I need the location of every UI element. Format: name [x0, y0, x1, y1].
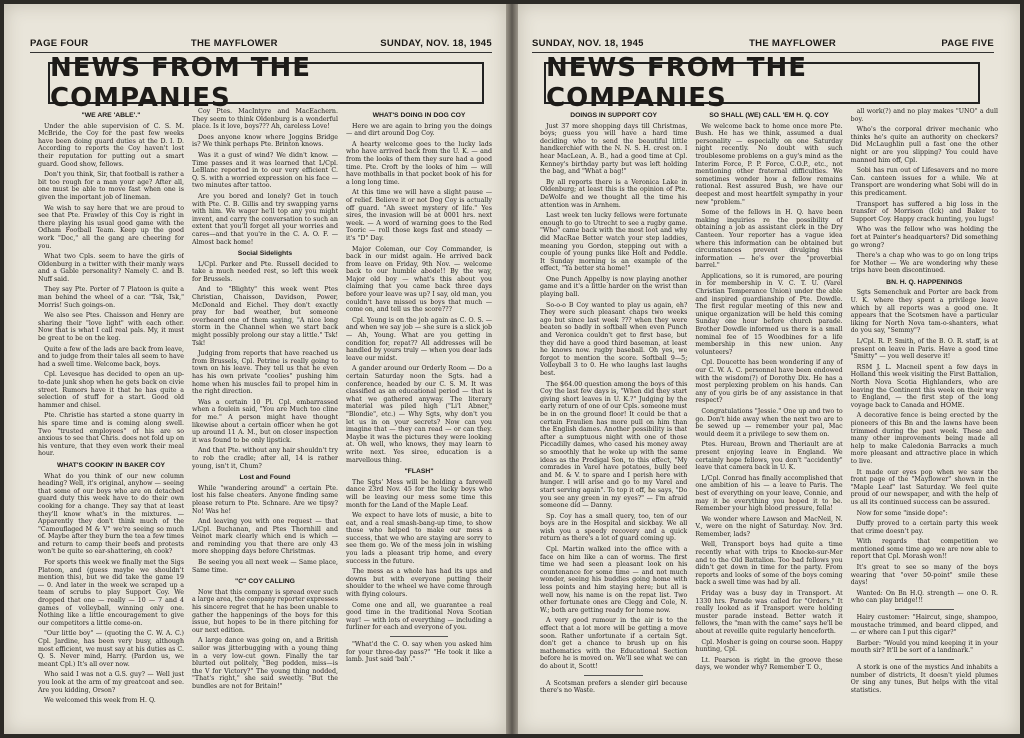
- column-1: [38, 108, 184, 720]
- paragraph: Does anyone know where Joggins Bridge is? We think perhaps Pte. Brinton knows.: [192, 133, 338, 149]
- paragraph: A Scotsman prefers a slender girl because there's no Waste.: [540, 679, 688, 695]
- divider: [895, 609, 954, 610]
- newspaper-spread: [4, 4, 1020, 734]
- paragraph: Coy Ptes. MacIntyre and MacEachern. They seem to think Oldenburg is a wonderful place. Is it love, boys??? Ah, careless Love!: [192, 108, 338, 131]
- paragraph: Cpl. Martin walked into the office with a face on him like a can of worms. The first time we had seen a pleasant look on his countenance for some time — and not much wonder, seeing his buddies going home with less points and him staying here; but all is well now, his name is on the repat list. Two other fortunate ones are Clegg and Cole, N. W.; both are getting ready for home now.: [540, 546, 688, 614]
- paragraph: Congratulations "Jessie." One up and two to go. Don't hide away when the next two are to be sewed up — remember your pal, Mac would deem it a privilege to sew them on.: [695, 407, 843, 438]
- paragraph: Pte. Christie has started a stone quarry in his spare time and is coming along swell. Two "trusted employees" of his are so anxious to see that Chris. does not fold up on his venture, that they even work their meal hour.: [38, 412, 184, 458]
- paragraph: Was a certain 10 Pl. Cpl. embarrassed when a foulein said, "You are Much too cline for me." A person might have thought likewise about a certain officer when he got up around 11 A. M., but on closer inspection it was found to be only lipstick.: [192, 398, 338, 444]
- headline: DOINGS IN SUPPORT COY: [570, 112, 658, 119]
- paragraph: Judging from reports that have reached us from Brussels, Cpl. Petrine is really going to town on his leave. They tell us that he even has his own private "coolies" pushing him home when his muscles fail to propel him in the right direction.: [192, 350, 338, 396]
- paragraph: L/Cpl. Parker and Pte. Russell decided to take a much needed rest, so left this week for Brussels.: [192, 260, 338, 283]
- paragraph: L/Cpl. R. P. Smith, of the B. O. R. staff, is at present on leave in Paris. Have a good time "Smitty" — you well deserve it!: [850, 338, 998, 361]
- headline: "C" COY CALLING: [235, 578, 295, 586]
- paragraph: Quite a few of the lads are back from leave, and to judge from their tales all seem to have had a swell time. Welcome back, boys.: [38, 345, 184, 368]
- paragraph: They say Pte. Porter of 7 Platoon is quite a man behind the wheel of a car. "Tsk, Tsk," Morris! Such goings-on.: [38, 286, 184, 309]
- paragraph: It's great to see so many of the boys wearing that "over 50-point" smile these days!: [850, 564, 998, 587]
- paragraph: A decorative fence is being erected by the pioneers of this Bn and the lawns have been trimmed during the past week. These and many other improvements being made all help to make Caledonia Barracks a much more pleasant and attractive place in which to live.: [850, 412, 998, 465]
- page-five: [518, 4, 1020, 734]
- paragraph: Who's the corporal driver mechanic who thinks he's quite an authority on checkers? Did McLaughlin pull a fast one the other night or are you slipping? You could have manned him off, Cpl.: [850, 126, 998, 164]
- paragraph: Cpl. Doucette has been wondering if any of our C. W. A. C. personnel have been endowed with the wisdom(?) of Dorothy Dix. He has a most perplexing problem on his hands. Can any of you girls be of any assistance in that respect?: [695, 359, 843, 405]
- headline: BN. H. Q. HAPPENINGS: [886, 278, 963, 286]
- section-banner: NEWS FROM THE COMPANIES: [48, 62, 484, 104]
- paragraph: Now for some "inside dope":: [856, 509, 948, 517]
- paragraph: What do you think of our new column heading? Well, it's original, anyhow — seeing that some of our boys who are on detached guard duty this week have to do their own cooking for a change. They say that at least they'll know what's in the mixtures. — Apparently they don't think much of the "Camouflaged M & V" we're seeing so much of. Maybe after they burn the tea a few times and return to camp their beefs and protests won't be quite so ear-shattering, eh cook?: [38, 472, 184, 556]
- paragraph: We expect to have lots of music, a bite to eat, and a real smash-bang-up time, to show those who helped to make our mess a success, that we who are staying are sorry to see them go. We of the mess join in wishing you lads a pleasant trip home, and every success in the future.: [346, 512, 492, 565]
- paragraph: Hairy customer: "Haircut, singe, shampoo, moustache trimmed, and beard clipped, and — er where can I put this cigar?": [850, 614, 998, 637]
- section-banner: NEWS FROM THE COMPANIES: [544, 62, 980, 104]
- paragraph: RSM J. L. Macneil spent a few days in Holland this week visiting the First Battalion, North Nova Scotia Highlanders, who are leaving the Continent this week on their way to England, — the first step of the long voyage back to Canada and HOME.: [850, 363, 998, 409]
- paragraph: all work(?) and no play makes "UNO" a dull boy.: [850, 108, 998, 123]
- subheading: Lost and Found: [239, 474, 291, 482]
- paragraph: The Sgts' Mess will be holding a farewell dance 23rd Nov. 45 for the lucky boys who will be leaving our mess some time this month for the Land of the Maple Leaf.: [346, 478, 492, 509]
- paragraph: "What'd the C. O. say when you asked him for your three-day pass?" "He took it like a lamb. Just said 'bah'.": [346, 641, 492, 664]
- paragraph: We wonder where Lawson and MacNeil, N. V., were on the night of Saturday. Nov. 3rd. Remember, lads?: [695, 515, 843, 538]
- article-columns: [540, 108, 998, 720]
- paragraph: A gander around our Orderly Room — Do a certain Saturday noon the Sgts. had a conference, headed by our C. S. M. It was classified as an educational period — that is what we gathered anyway. The literary material was piled high ("Li'l Abner," "Blondie", etc.) — Why Sgts, why don't you let us in on your secrets? Now can you imagine that — they can read — or can they. Maybe it was the pictures they were looking at. Oh well, who knows, they may learn to write next. Yes siree, education is a marvellous thing.: [346, 365, 492, 464]
- paragraph: The mess as a whole has had its ups and downs but with everyone putting their shoulder to the wheel we have come through with flying colours.: [346, 568, 492, 599]
- column-2: [695, 108, 842, 720]
- paragraph: Barber: "Would you mind keeping it in your mouth sir? It'll be sort of a landmark.": [850, 639, 998, 655]
- paragraph: We wish to say here that we are proud to see that Pte. Frawley of this Coy is right in there playing his usual good game with the Odham Football Team. Keep up the good work "Doc," all the gang are cheering for you.: [38, 204, 184, 250]
- paragraph: And that Pte. without any hair shouldn't try to rob the cradle; after all, 14 is rather young, isn't it, Chum?: [192, 447, 338, 470]
- paragraph: And to "Blighty" this week went Ptes Christian, Chaisson, Davidson, Power, McDonald and Eichel. They don't exactly pray for bad weather, but someone overheard one of them saying, "A nice long storm in the Channel when we start back might possibly prolong our stay a little." Tsk! Tsk!: [192, 286, 338, 347]
- paragraph: Applications, so it is rumored, are pouring in for membership in V. C. T. U. (Varel Christian Temperance Union) under the able and inspired guardianship of Pte. Dowdle. The first regular meeting of this new and unique organization will be held this coming Sunday one hour before church parade. Brother Dowdle informed us there is a small nominal fee of 15 Woodbines for a life membership in this new union. Any volunteers?: [695, 272, 843, 356]
- paragraph: There's a chap who was to go on long trips for Mother — We are wondering why these trips have been discontinued.: [850, 252, 998, 275]
- paragraph: Transport has suffered a big loss in the transfer of Morrison (Ick) and Baker to Support Coy. Happy crack hunting, you lugs!: [850, 200, 998, 223]
- article-columns: [38, 108, 492, 720]
- headline: SO SHALL (WE) CALL 'EM H. Q. COY: [709, 112, 829, 119]
- paragraph: Under the able supervision of C. S. M. McBride, the Coy for the past few weeks have been doing guard duties at the D. I. D. According to reports the Coy haven't lost their reputation for putting out a smart guard. Good show, fellows.: [38, 122, 184, 168]
- subheading: Social Sidelights: [237, 250, 293, 258]
- paragraph: The $64.00 question among the boys of this Coy the last few days is, "When did they start giving short leaves in U. K.?" Judging by the early return of one of our Cpls. someone must be in on the ground floor! It could be that a certain Fraulien has more pull on him than the English dames. Another possibility is that after a sumptuous night with one of those Piccadilly dames, who cased his money away so smoothly that he woke up with the same ideas as the Prodigal Son, to this effect, "My comrades in Varel have potatoes, bully beef and M. & V. to spare and I perish here with hunger. I will arise and go to my Varel and start serving again". To top it off, he says, "Do you see any green in my eyes?" — I'm afraid someone did — Danny.: [540, 380, 688, 510]
- paragraph: By all reports there is a Veronica Lake in Oldenburg; at least this is the opinion of Pte. DeWolfe and we thought all the time his attention was in Arnhem.: [540, 178, 688, 209]
- paragraph: A very good rumour in the air is to the effect that a lot more will be getting a move soon. Rather unfortunate if a certain Sgt. don't get a chance to brush up on his mathematics with the Educational Section before he is moved on. We'll see what we can do about it, Scott!: [540, 617, 688, 670]
- paragraph: And leaving you with one request — that L/Cpl. Buchanan, and Ptes Thornhill and Veinot mark clearly which end is which — and reminding you that there are only 43 more shopping days before Christmas.: [192, 518, 338, 556]
- paragraph: Duffy proved to a certain party this week that crime doesn't pay.: [850, 520, 998, 535]
- paragraph: We also see Ptes. Chaisson and Henry are sharing their "love light" with each other. Now that is what I call real pals. My, it must be great to be on the keg.: [38, 312, 184, 343]
- paragraph: While "wandering around" a certain Pte. lost his false cheaters. Anyone finding same please return to Pte. Schnare. Are we tipsy? No! Was he!: [192, 484, 338, 515]
- paragraph: Cpl. Young is on the job again as C. O. S. — and when we say job — she sure is a slick job — Ah, Young. What are you getting in condition for, repat?? All addresses will be handled by yours truly — when you dear lads leave our midst.: [346, 316, 492, 362]
- paragraph: Major Coleman, our Coy Commander, is back in our midst again. He arrived back from leave on Friday, 9th Nov. — welcome back to our humble abode!! By the way, Major old boy — what's this about you claiming that you came back three days before your leave was up? I say, old man, you couldn't have missed us boys that much — come on, and tell us the score???: [346, 245, 492, 314]
- running-header: [532, 38, 994, 49]
- paragraph: Last week ten lucky fellows were fortunate enough to go to Utrecht to see a rugby game. "Who" came back with the most loot and why did MacRae Better watch your step laddies, meaning you Gordon, stepping out with a couple of young punks like Holt and Peddle. It Sunday morning is an example of the effect, "Ya better sta home!": [540, 212, 688, 273]
- paragraph: So-o-o B Coy wanted to play us again, eh? They were such pleasant chaps two weeks ago but since last week ??? when they were beaten so badly in softball when even Punch and Veronica couldn't get to first base, but they did have a good third baseman, at least he knows now. rugby baseball. Oh yes, we forgot to mention the score. Softball 9—5; Volleyball 3 to 0. He who laughs last laughs best.: [540, 301, 688, 377]
- paragraph: Well, Transport boys had quite a time recently what with trips to Knocke-sur-Mer and to the Old Battalion. Too bad fellows you didn't get down in time for the party. From reports and looks of some of the boys coming back a swell time was had by all.: [695, 541, 843, 587]
- page-four: [4, 4, 506, 734]
- paragraph: Sobi has run out of Lifesavers and no more Can. canteen issues for a while. We at Transport are wondering what Sobi will do in this predicament.: [850, 167, 998, 197]
- paragraph: Are you bored and lonely? Get in touch with Pte. C. B. Gillis and try swapping yarns with him. We wager he'll top any you might invent, and carry the conversation to such an extent that you'll forget all your worries and cares—and that you're in the C. A. O. F. — Almost back home!: [192, 192, 338, 246]
- column-1: [540, 108, 687, 720]
- headline: WHAT'S COOKIN' IN BAKER COY: [56, 461, 166, 469]
- paragraph: At this time we will have a slight pause — of relief. Believe it or not Dog Coy is actually off guard. "Ah sweet mystery of life." Yes sires, the invasion will be at 0001 hrs. next week. — A word of warning goes to the Red Tooric — roll those kegs fast and steady — it's "D" Day.: [346, 189, 492, 242]
- headline: "WE ARE 'ABLE'.": [81, 112, 141, 119]
- headline: "FLASH": [404, 468, 434, 476]
- paragraph: It made our eyes pop when we saw the front page of the "Mayflower" shown in the "Maple Leaf" last Saturday. We feel quite proud of our newspaper, and with the help of us all its continued success can be assured.: [850, 468, 998, 506]
- issue-date: SUNDAY, NOV. 18, 1945: [380, 38, 492, 49]
- paragraph: Who was the fellow who was holding the fort at Painter's headquarters? Did something go wrong?: [850, 226, 998, 249]
- folio: PAGE FIVE: [941, 38, 994, 49]
- masthead: THE MAYFLOWER: [190, 38, 278, 49]
- paragraph: L/Cpl. Conrad has finally accomplished that one ambition of his — a leave to Paris. The best of everything on your leave, Connie, and may it be everything you hoped it to be. Remember your high blood pressure, fella!: [695, 474, 843, 513]
- paragraph: Now that this company is spread over such a large area, the company reporter expresses his sincere regret that he has been unable to gather the happenings of the boys for this issue, but hopes to be in there pitching for our next edition.: [192, 588, 338, 634]
- running-header: [30, 38, 492, 49]
- paragraph: What two Cpls. seem to have the girls of Oldenburg in a twitter with their manly ways and a Gable personality? Namely C. and B. Nuff said.: [38, 253, 184, 283]
- paragraph: Lt. Pearson is right in the groove these days, we wonder why? Remember T. O.,: [695, 656, 843, 672]
- paragraph: Ptes. Hureau, Brown and Theriault are at present enjoying leave in England. We certainly hope fellows, you don't "accidently" leave that camera back in U. K.: [695, 441, 843, 472]
- paragraph: With regards that competition we mentioned some time ago we are now able to report that Cpl. Morash won!!: [850, 538, 998, 561]
- paragraph: Come one and all, we guarantee a real good time in the traditional Nova Scotian way! — with lots of everything — including a furliner for each and everyone of you.: [346, 601, 492, 632]
- paragraph: Just 37 more shopping days till Christmas, boys; guess you will have a hard time deciding who to send the beautiful little handkerchief with the N. N. S. H. crest on. I hear MacLean, A. B., had a good time at Cpl. Kenney's birthday party but was left holding the bag, and "What a bag!": [540, 122, 688, 176]
- paragraph: Be seeing you all next week — Same place, Same time.: [192, 559, 338, 574]
- paragraph: We welcomed this week from H. Q.: [44, 697, 156, 705]
- paragraph: For sports this week we finally met the Sigs Platoon, and (guess maybe we shouldn't mention this), but we did take the game 19 — 0. And later in the week we scraped up a team of scrubs to play Support Coy. We dropped that one — really — 10 — 7 and 4 games of volleyball, winning only one. Nothing like a little encouragement to give our competitors a little come-on.: [38, 559, 184, 627]
- column-3: [346, 108, 492, 720]
- paragraph: A hearty welcome goes to the lucky lads who have arrived back from the U. K. — and from the looks of them they sure had a good time. Pte. Croft by the looks of him — will have mothballs in that pocket book of his for a long long time.: [346, 140, 492, 186]
- paragraph: Sp. Coy has a small query, too, ten of our boys are in the Hospital and sickbay. We all wish you a speedy recovery and a quick return as there's a lot of guard coming up.: [540, 512, 688, 543]
- paragraph: Cpl. Levesque has decided to open an up-to-date junk shop when he gets back on civie street. Rumors have it that he has quite a selection of stuff for a start. Good old hammer and chisel.: [38, 371, 184, 409]
- paragraph: Who said I was not a G.S. guy? — Well just you look at the arm of my greatcoat and see. Are you kidding, Orson?: [38, 671, 184, 694]
- poem: A stork is one of the mystics And inhabits a number of districts, It doesn't yield plumes Or sing any tunes, But helps with the vital statistics.: [850, 664, 998, 694]
- paragraph: Sgts Semenchuk and Porter are back from U. K. where they spent a privilege leave which by all reports was a good one. It appears that the Scotsmen have a particular liking for North Nova tam-o-shanters, what do you say, "Semmy"?: [850, 289, 998, 335]
- paragraph: Here we are again to bring you the doings — and dirt around Dog Coy.: [346, 122, 492, 138]
- headline: WHAT'S DOING IN DOG COY: [372, 112, 466, 119]
- column-2: [192, 108, 338, 720]
- divider: [584, 675, 643, 676]
- paragraph: Was it a gust of wind? We didn't know. — Time passes and it was learned that L/Cpl. LeBlanc reported in to our very efficient C. Q. S. with a worried expression on his face — two minutes after tattoo.: [192, 151, 338, 190]
- issue-date: SUNDAY, NOV. 18, 1945: [532, 38, 644, 49]
- masthead: THE MAYFLOWER: [749, 38, 836, 49]
- paragraph: Some of the fellows in H. Q. have been making inquiries re the possibility of obtaining a job as assistant clerk in the Dry Canteen. Your reporter has a vague idea where this information can be obtained but circumstances prevent divulging this information — he's over the "proverbial barrel.": [695, 209, 843, 270]
- column-3: [851, 108, 998, 720]
- divider: [390, 636, 448, 637]
- paragraph: A large dance was going on, and a British sailor was jitterbugging with a young thing in a very low-cut gown. Finally the tar blurted out politely, "Beg podden, miss—is the V for Victory?" The young thing nodded, "That's right," she said sweetly. "But the bundles are not for Britain!": [192, 637, 338, 690]
- paragraph: Wanted: On Bn H.Q. strength — one O. R. who can play bridge!!!: [850, 589, 998, 605]
- paragraph: Friday was a busy day in Transport. At 1330 hrs. Parade was called for "Orders." It really looked as if Transport were holding muster parade instead. Better watch it fellows, the "man with the came" says he'll be about at reveille quite regularly henceforth.: [695, 590, 843, 635]
- paragraph: We welcome back to home once more Pte. Bush. He has we think, assumed a dual personality — especially on one Saturday night recently. No doubt with such troublesome problems on a guy's mind as the Interim Force, P. P. Force, C.O.P., etc., not mentioning other fraternal difficulties. We sometimes wonder how a fellow remains rational. Rest assured Bush, we have our deepest and most heartfelt sympathy in your new "problem.": [695, 122, 843, 206]
- divider: [895, 659, 954, 660]
- folio: PAGE FOUR: [30, 38, 89, 49]
- paragraph: One Punch Appelby is now playing another game and it's a little harder on the wrist than playing ball.: [540, 275, 688, 299]
- paragraph: Cpl. Mosher is going on course soon. Happy hunting, Cpl.: [695, 638, 843, 654]
- paragraph: "Our little boy" — (quoting the C. W. A. C.) Cpl. Jardine, has been very busy, although most efficient, we must say at his duties as C. Q. S. Never mind, Harry. (Pardon us, we meant Cpl.) It's all over now.: [38, 630, 184, 668]
- paragraph: Don't you think, Sir, that football is rather a bit too rough for a man your age? After all, one must be able to move fast when one is given the important job of lineman.: [38, 171, 184, 201]
